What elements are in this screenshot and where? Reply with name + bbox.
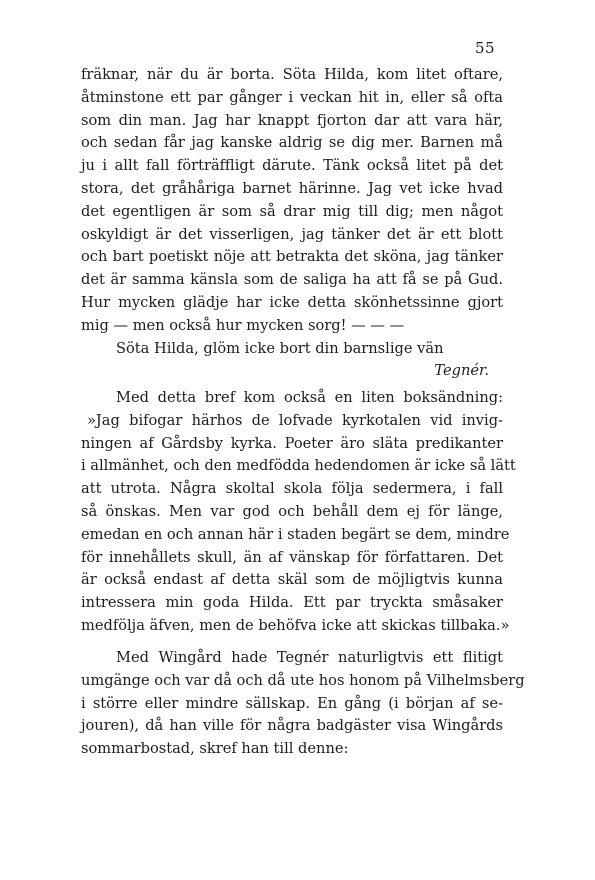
text-line: Med detta bref kom också en liten boksändning: (116, 389, 503, 406)
text-line: för innehållets skull, än af vänskap för författaren. Det (81, 548, 503, 566)
text-line: emedan en och annan här i staden begärt se dem, mindre (81, 525, 510, 543)
text-line: och bart poetiskt nöje att betrakta det sköna, jag tänker (81, 248, 503, 266)
page-number: 55 (475, 39, 496, 57)
text-line: Hur mycken glädje har icke detta skönhetssinne gjort (81, 293, 503, 311)
signature: Tegnér. (434, 362, 489, 380)
text-line: att utrota. Några skoltal skola följa sedermera, i fall (81, 480, 503, 498)
text-line: det är samma känsla som de saliga ha att få se på Gud. (81, 271, 503, 289)
text-line: åtminstone ett par gånger i veckan hit in, eller så ofta (81, 88, 503, 106)
text-line: »Jag bifogar härhos de lofvade kyrkotalen vid invig- (87, 411, 503, 429)
book-shipment-paragraph (81, 387, 516, 638)
text-line: medfölja äfven, men de behöfva icke att skickas tillbaka.» (81, 616, 510, 634)
text-line: som din man. Jag har knappt fjorton dar att vara här, (81, 111, 503, 129)
text-line: ju i allt fall förträffligt därute. Tänk också litet på det (81, 157, 503, 175)
text-line: fräknar, när du är borta. Söta Hilda, kom litet oftare, (81, 66, 503, 83)
text-line: Med Wingård hade Tegnér naturligtvis ett flitigt (116, 649, 503, 666)
closing-line: Söta Hilda, glöm icke bort din barnslige vän (116, 339, 444, 357)
text-line: det egentligen är som så drar mig till dig; men något (81, 202, 503, 220)
text-line: i större eller mindre sällskap. En gång (i början af se- (81, 694, 503, 712)
text-line: är också endast af detta skäl som de möjligtvis kunna (81, 571, 503, 589)
text-line: intressera min goda Hilda. Ett par tryckta småsaker (81, 594, 503, 612)
text-line: stora, det gråhåriga barnet härinne. Jag vet icke hvad (81, 179, 503, 197)
text-line: umgänge och var då och då ute hos honom på Vilhelmsberg (81, 671, 525, 689)
text-line: jouren), då han ville för några badgäster visa Wingårds (81, 717, 503, 735)
wingard-paragraph (81, 647, 525, 761)
text-line: mig — men också hur mycken sorg! — — — (81, 316, 405, 334)
text-line: i allmänhet, och den medfödda hedendomen är icke så lätt (81, 457, 516, 475)
text-line: och sedan får jag kanske aldrig se dig mer. Barnen må (81, 134, 503, 152)
text-line: ningen af Gårdsby kyrka. Poeter äro släta predikanter (81, 434, 503, 452)
text-line: så önskas. Men var god och behåll dem ej för länge, (81, 502, 503, 520)
text-line: sommarbostad, skref han till denne: (81, 740, 349, 758)
text-line: oskyldigt är det visserligen, jag tänker det är ett blott (81, 225, 503, 243)
letter-paragraph (81, 64, 503, 383)
